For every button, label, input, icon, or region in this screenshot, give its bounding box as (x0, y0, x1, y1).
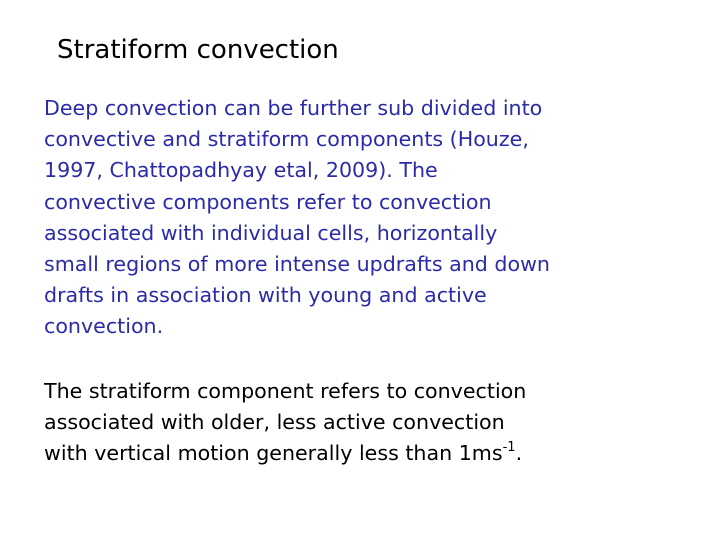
paragraph-line: Deep convection can be further sub divided into (44, 96, 543, 120)
paragraph-convective-components (44, 93, 550, 343)
paragraph-line: convection. (44, 314, 164, 339)
sentence-end: . (515, 441, 523, 466)
slide-title: Stratiform convection (57, 35, 339, 65)
paragraph-line: associated with older, less active convection (44, 410, 505, 435)
paragraph-line: drafts in association with young and active (44, 283, 487, 308)
unit-exponent: -1 (502, 440, 516, 456)
paragraph-line: 1997, Chattopadhyay etal, 2009). The (44, 158, 438, 183)
paragraph-line: convective components refer to convection (44, 189, 492, 214)
paragraph-line: convective and stratiform components (Houze, (44, 127, 529, 152)
paragraph-line: associated with individual cells, horizontally (44, 220, 498, 245)
paragraph-line: The stratiform component refers to convection (44, 379, 527, 403)
paragraph-line: small regions of more intense updrafts and down (44, 252, 550, 277)
paragraph-line-text: with vertical motion generally less than 1ms (44, 441, 503, 466)
paragraph-stratiform-component (44, 376, 526, 470)
paragraph-line-with-unit (44, 438, 526, 469)
